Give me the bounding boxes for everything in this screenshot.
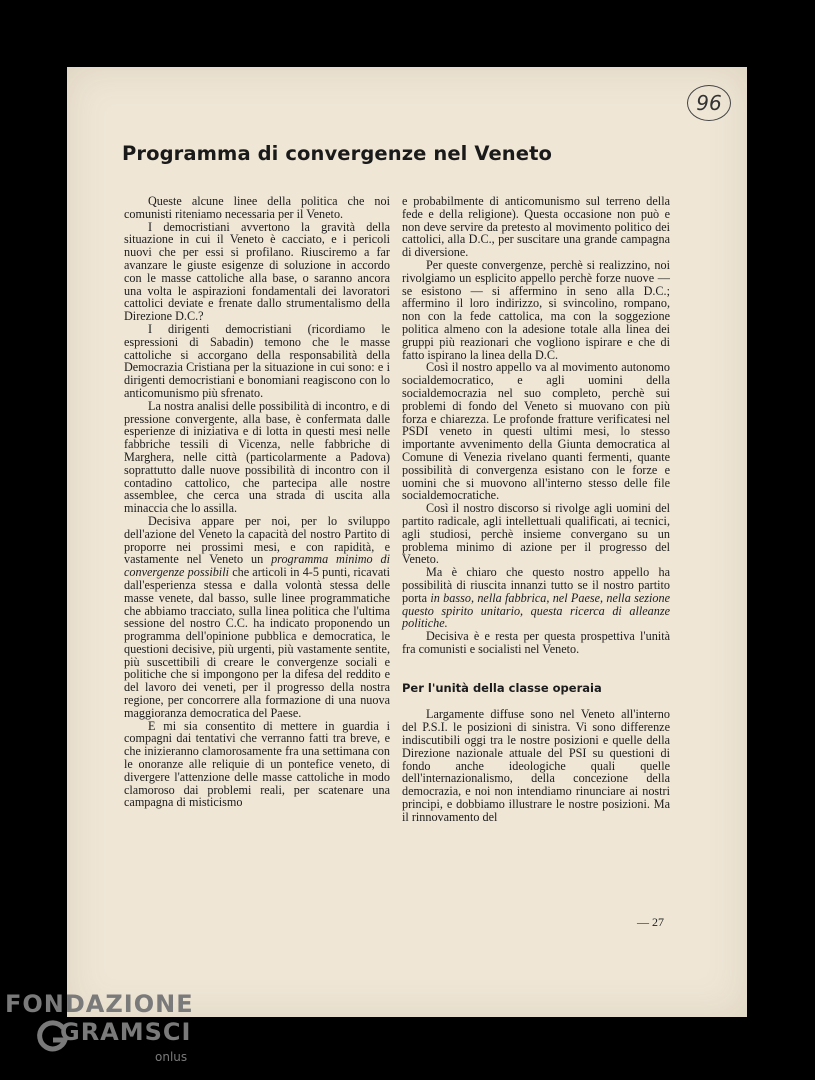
page-title: Programma di convergenze nel Veneto xyxy=(122,142,553,165)
paragraph: La nostra analisi delle possibilità di incontro, e di pressione convergente, alla base, è confermata dalle esperienze di iniziativa e di lotta in questi mesi nelle fabbriche tessili di Vicenza, nelle fabbriche di Marghera, nelle città (particolarmente a Padova) soprattutto dalle nuove possibilità di incontro con il contadino cattolico, che partecipa alle nostre assemblee, che cerca una strada di uscita alla minaccia che lo assilla. xyxy=(124,398,390,516)
paragraph xyxy=(402,566,670,630)
paragraph: Così il nostro appello va al movimento autonomo socialdemocratico, e agli uomini della socialdemocrazia nel suo completo, perchè sui problemi di fondo del Veneto si muovano con più forza e chiarezza. Le profonde fratture verificatesi nel PSDI veneto in questi ultimi mesi, lo stesso importante avvenimento della Giunta democratica al Comune di Venezia rivelano quanti fermenti, quante possibilità di convergenza esistano con le forze e uomini che si muovono all'interno stesso delle file socialdemocratiche. xyxy=(402,360,670,503)
handwritten-page-number: 96 xyxy=(687,85,731,121)
section-subheading: Per l'unità della classe operaia xyxy=(402,680,602,695)
text-run: Ma è chiaro che questo nostro appello ha possibilità di riuscita innanzi tutto se il nostro partito porta xyxy=(402,565,670,605)
paragraph: E mi sia consentito di mettere in guardia i compagni dai tentativi che verranno fatti tra breve, e che inizieranno clamorosamente fra una settimana con le onoranze alle reliquie di un pontefice veneto, di divergere l'attenzione delle masse cattoliche in modo clamoroso dai problemi reali, per scatenare una campagna di misticismo xyxy=(124,718,390,810)
watermark-line: FONDAZIONE xyxy=(5,990,194,1018)
paragraph: I democristiani avvertono la gravità della situazione in cui il Veneto è cacciato, e i pericoli nuovi che per essi si profilano. Riusciremo a far avanzare le giuste esigenze di soluzione in accordo con le masse cattoliche alla base, o saranno ancora una volta le aspirazioni fondamentali dei lavoratori cattolici deviate e frenate dallo strumentalismo della Direzione D.C.? xyxy=(124,219,390,324)
text-run: Decisiva appare per noi, per lo sviluppo dell'azione del Veneto la capacità del nostro Partito di proporre nei prossimi mesi, e con rapidità, e vastamente nel Veneto un xyxy=(124,513,390,567)
paragraph xyxy=(124,515,390,720)
paragraph: Largamente diffuse sono nel Veneto all'interno del P.S.I. le posizioni di sinistra. Vi sono differenze indiscutibili oggi tra le nostre posizioni e quelle della Direzione nazionale attuale del PSI su questioni di fondo anche ideologiche quali quelle dell'internazionalismo, della concezione della democrazia, e noi non intendiamo rinunciare ai nostri principi, e dobbiamo illustrare le nostre posizioni. Ma il rinnovamento del xyxy=(402,707,670,824)
paragraph: I dirigenti democristiani (ricordiamo le espressioni di Sabadin) temono che le masse cattoliche si accorgano della responsabilità della Democrazia Cristiana per la situazione in cui sono: e i dirigenti democristiani e bonomiani reagiscono con lo anticomunismo più sfrenato. xyxy=(124,321,390,400)
italic-text-run: in basso, nella fabbrica, nel Paese, nella sezione questo spirito unitario, questa ricerca di alleanze politiche. xyxy=(402,590,670,631)
page-number: — 27 xyxy=(637,915,664,929)
italic-text-run: programma minimo di convergenze possibili xyxy=(124,552,390,580)
fondazione-gramsci-watermark xyxy=(5,990,205,1080)
paragraph: e probabilmente di anticomunismo sul terreno della fede e della religione). Questa occasione non può e non deve servire da pretesto al movimento politico dei cattolici, alla D.C., per suscitare una grande campagna di diversione. xyxy=(402,194,670,260)
watermark-line: onlus xyxy=(155,1050,188,1064)
left-column xyxy=(124,195,390,809)
watermark-line: GRAMSCI xyxy=(60,1018,192,1046)
document-page xyxy=(67,67,747,1017)
paragraph: Decisiva è e resta per questa prospettiva l'unità fra comunisti e socialisti nel Veneto. xyxy=(402,629,670,656)
paragraph: Queste alcune linee della politica che noi comunisti riteniamo necessaria per il Veneto. xyxy=(124,194,390,221)
text-run: che articoli in 4-5 punti, ricavati dall'esperienza stessa e dalla volontà stessa delle masse venete, dal basso, sulle linee programmatiche che abbiamo tracciato, sulla linea politica che l'ultima sessione del nostro C.C. ha indicato proponendo un programma dell'opinione pubblica e democratica, le questioni decisive, più urgenti, più vastamente sentite, più suscettibili di creare le convergenze sociali e politiche che si impongono per la difesa del reddito e del lavoro dei veneti, per il progresso della nostra regione, per concorrere alla formazione di una nuova maggioranza democratica del Paese. xyxy=(124,565,390,720)
right-column xyxy=(402,195,670,824)
paragraph: Così il nostro discorso si rivolge agli uomini del partito radicale, agli intellettuali qualificati, ai tecnici, agli studiosi, perchè insieme convergano su un problema minimo di azione per il progresso del Veneto. xyxy=(402,501,670,567)
paragraph: Per queste convergenze, perchè si realizzino, noi rivolgiamo un esplicito appello perchè forze nuove — se esistono — si affermino in seno alla D.C.; affermino il loro indirizzo, si svincolino, rompano, non con la fede cattolica, ma con la soggezione politica almeno con la adesione totale alla linea dei gruppi più reazionari che vogliono ispirare e che di fatto ispirano la linea della D.C. xyxy=(402,257,670,362)
